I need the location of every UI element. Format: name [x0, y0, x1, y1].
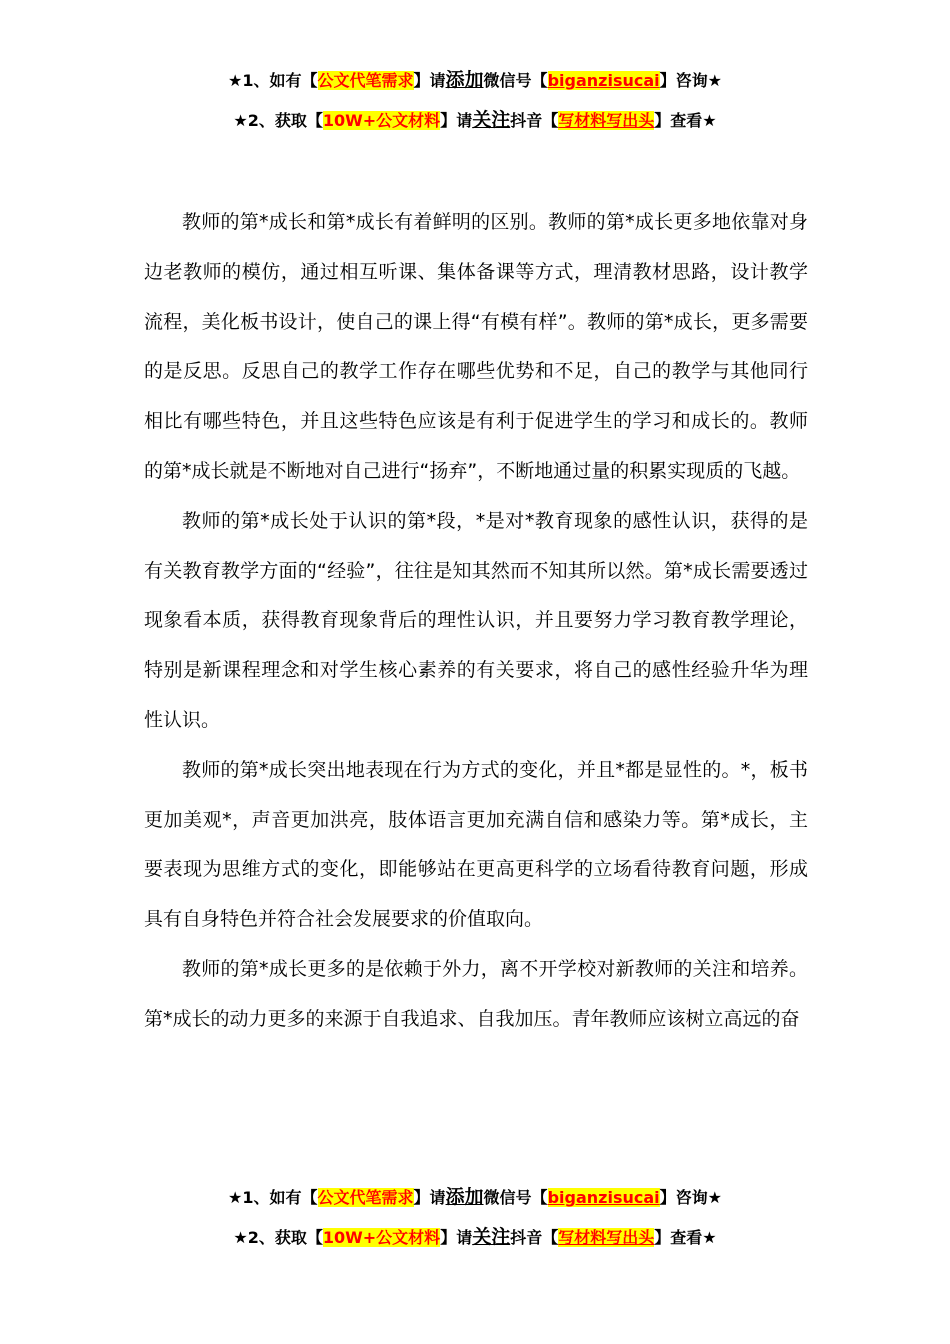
promo-line-2 — [0, 100, 950, 140]
promo-wechat-id: biganzisucai — [547, 71, 660, 90]
promo-emphasis: 添加 — [445, 1186, 484, 1208]
promo-text: 抖音【 — [510, 1228, 559, 1247]
promo-text: 】请 — [413, 71, 446, 90]
promo-douyin-id: 写材料写出头 — [558, 1228, 655, 1247]
promo-emphasis: 添加 — [445, 69, 484, 91]
paragraph: 教师的第*成长和第*成长有着鲜明的区别。教师的第*成长更多地依靠对身边老教师的模仿，通过相互听课、集体备课等方式，理清教材思路，设计教学流程，美化板书设计，使自己的课上得“有模有样”。教师的第*成长，更多需要的是反思。反思自己的教学工作存在哪些优势和不足，自己的教学与其他同行相比有哪些特色，并且这些特色应该是有利于促进学生的学习和成长的。教师的第*成长就是不断地对自己进行“扬弃”，不断地通过量的积累实现质的飞越。 — [144, 211, 808, 482]
promo-highlight: 10W+公文材料 — [322, 111, 441, 130]
promo-text: 】咨询★ — [659, 1188, 722, 1207]
promo-text: 】请 — [413, 1188, 446, 1207]
promo-text: 抖音【 — [510, 111, 559, 130]
article-body — [144, 198, 808, 1045]
promo-text: 】请 — [440, 111, 473, 130]
promo-text: ★1、如有【 — [228, 71, 318, 90]
promo-line-1 — [0, 1177, 950, 1217]
promo-highlight: 10W+公文材料 — [322, 1228, 441, 1247]
promo-text: 】请 — [440, 1228, 473, 1247]
promo-banner-bottom — [0, 1177, 950, 1257]
promo-highlight: 公文代笔需求 — [317, 1188, 414, 1207]
promo-emphasis: 关注 — [472, 109, 511, 131]
promo-emphasis: 关注 — [472, 1226, 511, 1248]
promo-douyin-id: 写材料写出头 — [558, 111, 655, 130]
paragraph: 教师的第*成长更多的是依赖于外力，离不开学校对新教师的关注和培养。第*成长的动力更多的来源于自我追求、自我加压。青年教师应该树立高远的奋 — [144, 957, 808, 1030]
promo-text: ★2、获取【 — [233, 111, 323, 130]
promo-text: 】查看★ — [654, 1228, 717, 1247]
promo-text: 】咨询★ — [659, 71, 722, 90]
promo-banner-top — [0, 60, 950, 140]
promo-wechat-id: biganzisucai — [547, 1188, 660, 1207]
promo-line-2 — [0, 1217, 950, 1257]
promo-text: 微信号【 — [483, 71, 548, 90]
paragraph: 教师的第*成长处于认识的第*段，*是对*教育现象的感性认识，获得的是有关教育教学方面的“经验”，往往是知其然而不知其所以然。第*成长需要透过现象看本质，获得教育现象背后的理性认识，并且要努力学习教育教学理论，特别是新课程理念和对学生核心素养的有关要求，将自己的感性经验升华为理性认识。 — [144, 509, 808, 731]
promo-text: 】查看★ — [654, 111, 717, 130]
promo-text: 微信号【 — [483, 1188, 548, 1207]
promo-highlight: 公文代笔需求 — [317, 71, 414, 90]
promo-text: ★1、如有【 — [228, 1188, 318, 1207]
promo-text: ★2、获取【 — [233, 1228, 323, 1247]
paragraph: 教师的第*成长突出地表现在行为方式的变化，并且*都是显性的。*，板书更加美观*，声音更加洪亮，肢体语言更加充满自信和感染力等。第*成长，主要表现为思维方式的变化，即能够站在更高更科学的立场看待教育问题，形成具有自身特色并符合社会发展要求的价值取向。 — [144, 758, 808, 931]
promo-line-1 — [0, 60, 950, 100]
